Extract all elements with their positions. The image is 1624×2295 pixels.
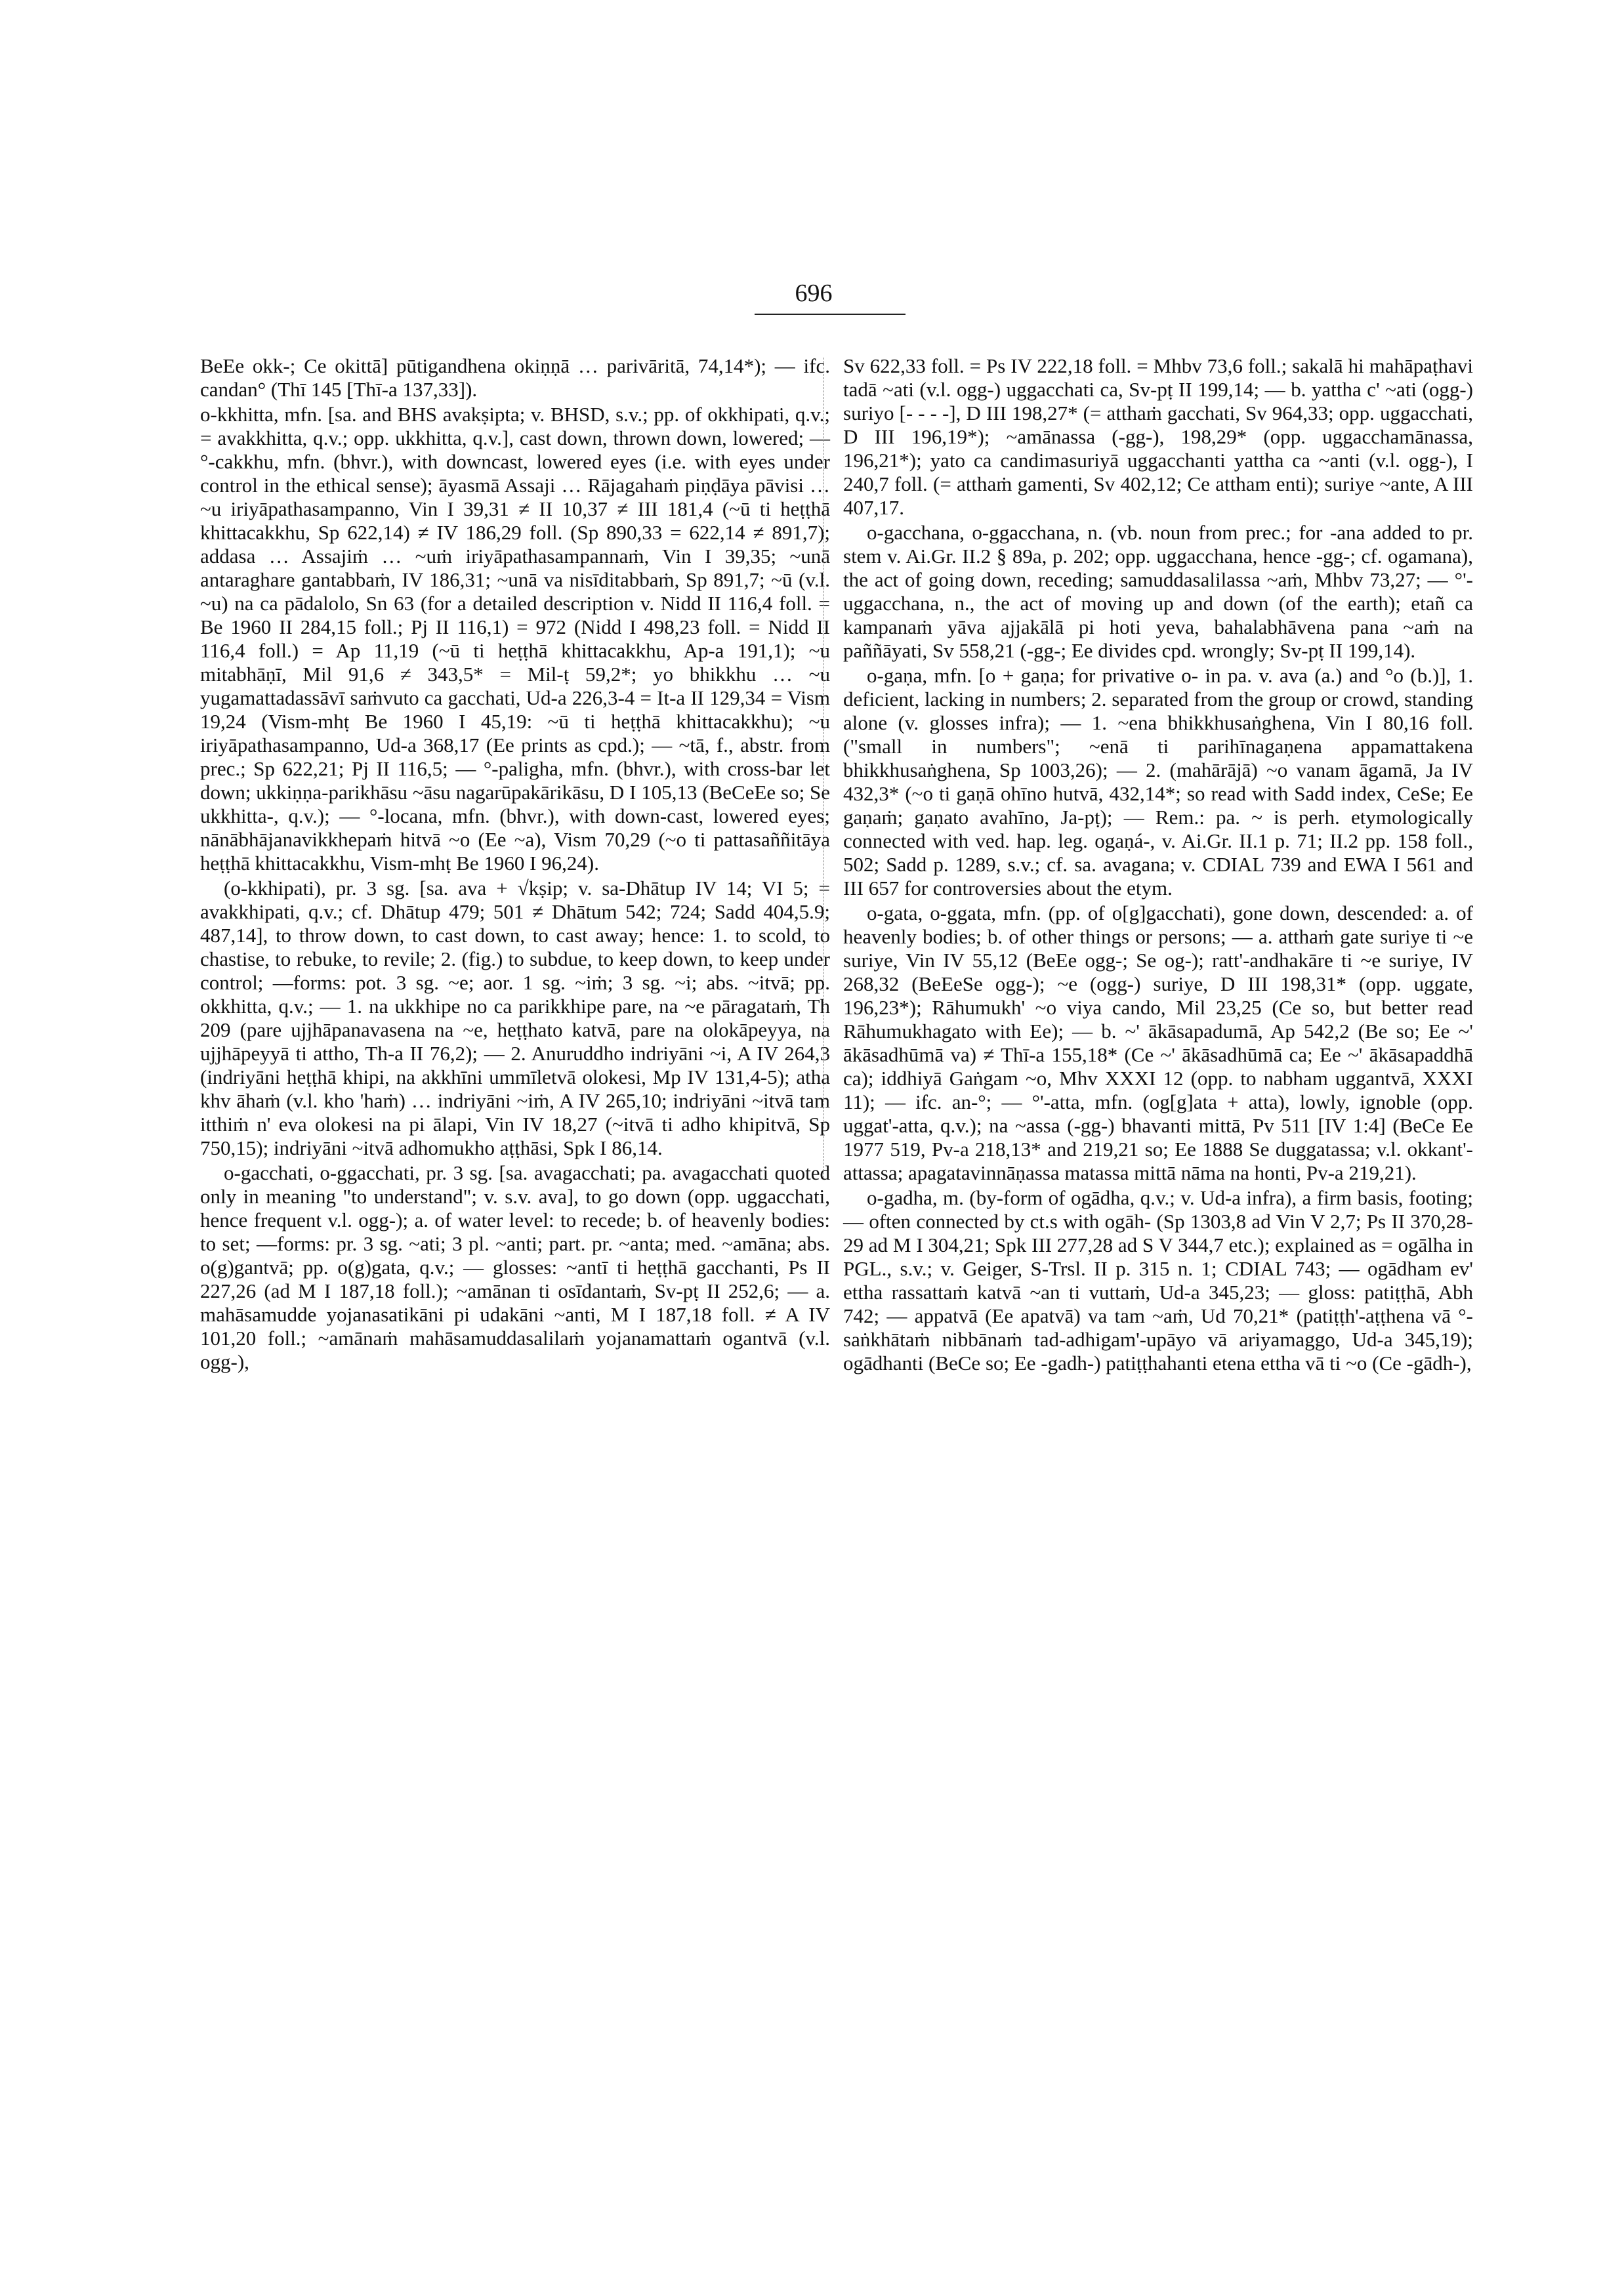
- dictionary-entry: o-gacchana, o-ggacchana, n. (vb. noun from prec.; for -ana added to pr. stem v. Ai.Gr. II.2 § 89a, p. 202; opp. uggacchana, hence -gg-; cf. ogamana), the act of going down, receding; samuddasalilassa ~aṁ, Mhbv 73,27; — °'-uggacchana, n., the act of moving up and down (of the earth); etañ ca kampanaṁ yāva ajjakālā pi hoti yeva, bahalabhāvena pana ~aṁ na paññāyati, Sv 558,21 (-gg-; Ee divides cpd. wrongly; Sv-pṭ II 199,14).: [843, 521, 1473, 662]
- dictionary-entry: o-gadha, m. (by-form of ogādha, q.v.; v. Ud-a infra), a firm basis, footing; — often connected by ct.s with ogāh- (Sp 1303,8 ad Vin V 2,7; Ps II 370,28-29 ad M I 304,21; Spk III 277,28 ad S V 344,7 etc.); explained as = ogālha in PGL., s.v.; v. Geiger, S-Trsl. II p. 315 n. 1; CDIAL 743; — ogādham ev' ettha rassattaṁ katvā ~an ti vuttaṁ, Ud-a 345,23; — gloss: patiṭṭhā, Abh 742; — appatvā (Ee apatvā) va tam ~aṁ, Ud 70,21* (patiṭṭh'-aṭṭhena vā °-saṅkhātaṁ nibbānaṁ tad-adhigam'-upāyo vā ariyamaggo, Ud-a 345,19); ogādhanti (BeCe so; Ee -gadh-) patiṭṭhahanti etena ettha vā ti ~o (Ce -gādh-),: [843, 1186, 1473, 1375]
- dictionary-entry: o-gata, o-ggata, mfn. (pp. of o[g]gacchati), gone down, descended: a. of heavenly bodies; b. of other things or persons; — a. atthaṁ gate suriye ti ~e suriye, Vin IV 55,12 (BeEe ogg-; Se og-); ratt'-andhakāre ti ~e suriye, IV 268,32 (BeEeSe ogg-); ~e (ogg-) suriye, D III 198,31* (opp. uggate, 196,23*); Rāhumukh' ~o viya cando, Mil 23,25 (Ce so, but better read Rāhumukhagato with Ee); — b. ~' ākāsapadumā, Ap 542,2 (Be so; Ee ~' ākāsadhūmā va) ≠ Thī-a 155,18* (Ce ~' ākāsadhūmā ca; Ee ~' ākāsapaddhā ca); iddhiyā Gaṅgam ~o, Mhv XXXI 12 (opp. to nabham uggantvā, XXXI 11); — ifc. an-°; — °'-atta, mfn. (og[g]ata + atta), lowly, ignoble (opp. uggat'-atta, q.v.); na ~assa (-gg-) bhavanti mittā, Pv 511 [IV 1:4] (BeCe Ee 1977 519, Pv-a 218,13* and 219,21 so; Ee 1888 Se duggatassa; v.l. okkant'-attassa; apagatavinnāṇassa matassa mittā nāma na honti, Pv-a 219,21).: [843, 901, 1473, 1184]
- column-divider: [823, 358, 824, 1178]
- left-column: [200, 354, 830, 1375]
- dictionary-entry: BeEe okk-; Ce okittā] pūtigandhena okiṇṇā … parivāritā, 74,14*); — ifc. candan° (Thī 145 [Thī-a 137,33]).: [200, 354, 830, 401]
- dictionary-entry: o-kkhitta, mfn. [sa. and BHS avakṣipta; v. BHSD, s.v.; pp. of okkhipati, q.v.; = avakkhitta, q.v.; opp. ukkhitta, q.v.], cast down, thrown down, lowered; — °-cakkhu, mfn. (bhvr.), with downcast, lowered eyes (i.e. with eyes under control in the ethical sense); āyasmā Assaji … Rājagahaṁ piṇḍāya pāvisi … ~u iriyāpathasampanno, Vin I 39,31 ≠ II 10,37 ≠ III 181,4 (~ū ti heṭṭhā khittacakkhu, Sp 622,14) ≠ IV 186,29 foll. (Sp 890,33 = 622,14 ≠ 891,7); addasa … Assajiṁ … ~uṁ iriyāpathasampannaṁ, Vin I 39,35; ~unā antaraghare gantabbaṁ, IV 186,31; ~unā va nisīditabbaṁ, Sp 891,7; ~ū (v.l. ~u) na ca pādalolo, Sn 63 (for a detailed description v. Nidd II 116,4 foll. = Be 1960 II 284,15 foll.; Pj II 116,1) = 972 (Nidd I 498,23 foll. = Nidd II 116,4 foll.) = Ap 11,19 (~ū ti heṭṭhā khittacakkhu, Ap-a 191,1); ~u mitabhāṇī, Mil 91,6 ≠ 343,5* = Mil-ṭ 59,2*; yo bhikkhu … ~u yugamattadassāvī saṁvuto ca gacchati, Ud-a 226,3-4 = It-a II 129,34 = Vism 19,24 (Vism-mhṭ Be 1960 I 45,19: ~ū ti heṭṭhā khittacakkhu); ~u iriyāpathasampanno, Ud-a 368,17 (Ee prints as cpd.); — ~tā, f., abstr. from prec.; Sp 622,21; Pj II 116,5; — °-paligha, mfn. (bhvr.), with cross-bar let down; ukkiṇṇa-parikhāsu ~āsu nagarūpakārikāsu, D I 105,13 (BeCeEe so; Se ukkhitta-, q.v.); — °-locana, mfn. (bhvr.), with down-cast, lowered eyes; nānābhājanavikkhepaṁ hitvā ~o (Ee ~a), Vism 70,29 (~o ti pattasaññitāya heṭṭhā khittacakkhu, Vism-mhṭ Be 1960 I 96,24).: [200, 403, 830, 875]
- dictionary-entry: o-gacchati, o-ggacchati, pr. 3 sg. [sa. avagacchati; pa. avagacchati quoted only in meaning "to understand"; v. s.v. ava], to go down (opp. uggacchati, hence frequent v.l. ogg-); a. of water level: to recede; b. of heavenly bodies: to set; —forms: pr. 3 sg. ~ati; 3 pl. ~anti; part. pr. ~anta; med. ~amāna; abs. o(g)gantvā; pp. o(g)gata, q.v.; — glosses: ~antī ti heṭṭhā gacchanti, Ps II 227,26 (ad M I 187,18 foll.); ~amānan ti osīdantaṁ, Sv-pṭ II 252,6; — a. mahāsamudde yojanasatikāni pi udakāni ~anti, M I 187,18 foll. ≠ A IV 101,20 foll.; ~amānaṁ mahāsamuddasalilaṁ yojanamattaṁ ogantvā (v.l. ogg-),: [200, 1161, 830, 1373]
- right-column: [843, 354, 1473, 1376]
- page-number: 696: [795, 279, 833, 307]
- dictionary-entry: Sv 622,33 foll. = Ps IV 222,18 foll. = Mhbv 73,6 foll.; sakalā hi mahāpaṭhavi tadā ~ati (v.l. ogg-) uggacchati ca, Sv-pṭ II 199,14; — b. yattha c' ~ati (ogg-) suriyo [- - - -], D III 198,27* (= atthaṁ gacchati, Sv 964,33; opp. uggacchati, D III 196,19*); ~amānassa (-gg-), 198,29* (opp. uggacchamānassa, 196,21*); yato ca candimasuriyā uggacchanti yattha ca ~anti (v.l. ogg-), I 240,7 foll. (= atthaṁ gamenti, Sv 402,12; Ce attham enti); suriye ~ante, A III 407,17.: [843, 354, 1473, 519]
- page-number-rule: [755, 314, 906, 315]
- dictionary-entry: o-gaṇa, mfn. [o + gaṇa; for privative o- in pa. v. ava (a.) and °o (b.)], 1. deficient, lacking in numbers; 2. separated from the group or crowd, standing alone (v. glosses infra); — 1. ~ena bhikkhusaṅghena, Vin I 80,16 foll. ("small in numbers"; ~enā ti parihīnagaṇena appamattakena bhikkhusaṅghena, Sp 1003,26); — 2. (mahārājā) ~o vanam āgamā, Ja IV 432,3* (~o ti gaṇā ohīno hutvā, 432,14*; so read with Sadd index, CeSe; Ee gaṇaṁ; gaṇato avahīno, Ja-pṭ); — Rem.: pa. ~ is perh. etymologically connected with ved. hap. leg. ogaṇá-, v. Ai.Gr. II.1 p. 71; II.2 pp. 158 foll., 502; Sadd p. 1289, s.v.; cf. sa. avagana; v. CDIAL 739 and EWA I 561 and III 657 for controversies about the etym.: [843, 664, 1473, 899]
- dictionary-entry: (o-kkhipati), pr. 3 sg. [sa. ava + √kṣip; v. sa-Dhātup IV 14; VI 5; = avakkhipati, q.v.; cf. Dhātup 479; 501 ≠ Dhātum 542; 724; Sadd 404,5.9; 487,14], to throw down, to cast down, to cast away; hence: 1. to scold, to chastise, to rebuke, to revile; 2. (fig.) to subdue, to keep down, to keep under control; —forms: pot. 3 sg. ~e; aor. 1 sg. ~iṁ; 3 sg. ~i; abs. ~itvā; pp. okkhitta, q.v.; — 1. na ukkhipe no ca parikkhipe pare, na ~e pāragataṁ, Th 209 (pare ujjhāpanavasena na ~e, heṭṭhato katvā, pare na olokāpeyya, na ujjhāpeyyā ti attho, Th-a II 76,2); — 2. Anuruddho indriyāni ~i, A IV 264,3 (indriyāni heṭṭhā khipi, na akkhīni ummīletvā olokesi, Mp IV 131,4-5); atha khv āhaṁ (v.l. kho 'haṁ) … indriyāni ~iṁ, A IV 265,10; indriyāni ~itvā tam itthiṁ n' eva olokesi na pi ālapi, Vin IV 18,27 (~itvā ti adho khipitvā, Sp 750,15); indriyāni ~itvā adhomukho aṭṭhāsi, Spk I 86,14.: [200, 877, 830, 1159]
